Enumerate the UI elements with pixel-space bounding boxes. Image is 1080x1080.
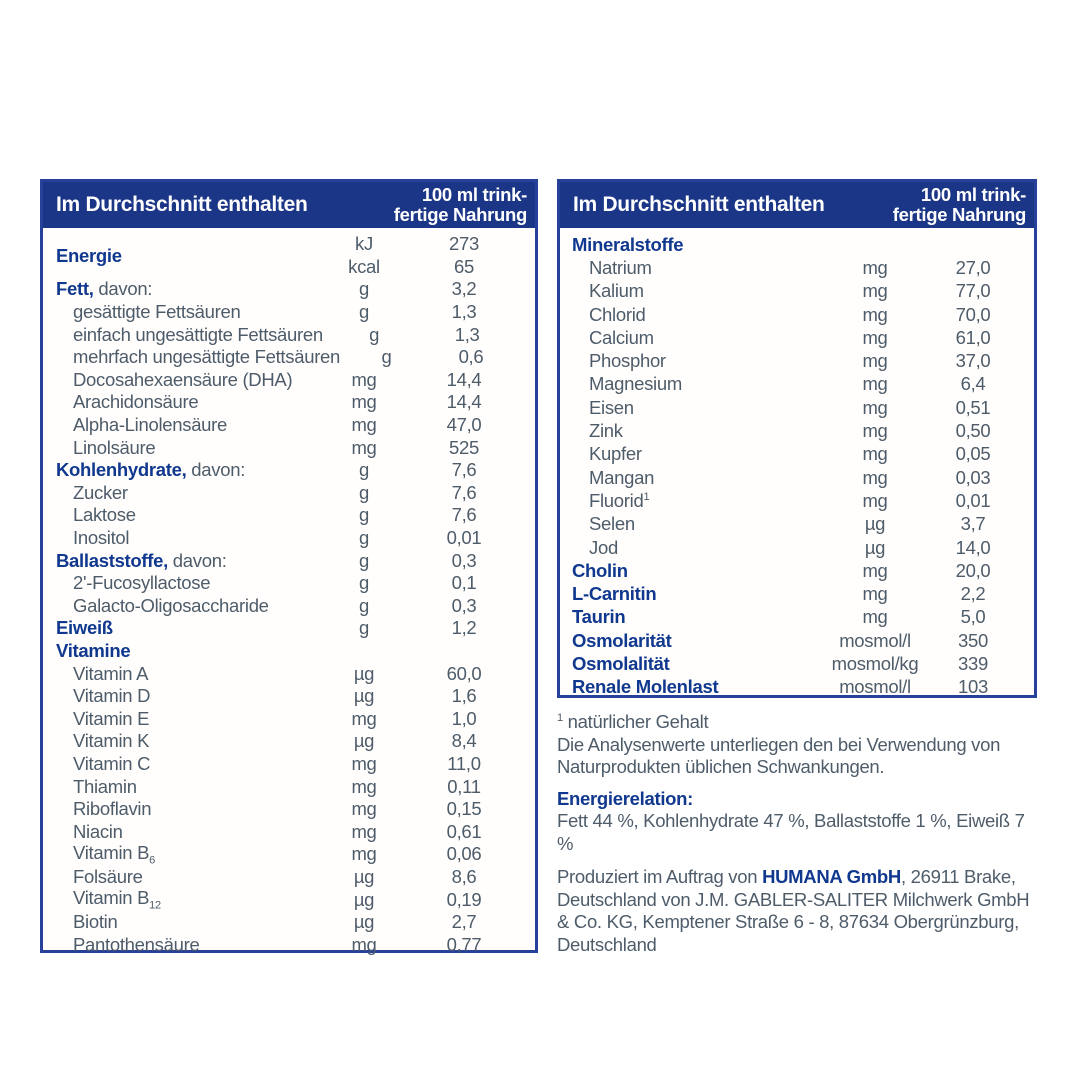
table-header-title: Im Durchschnitt enthalten	[56, 193, 308, 216]
value-cell: 11,0	[447, 752, 481, 774]
nutrient-label: Arachidonsäure	[73, 391, 199, 413]
table-body	[43, 228, 535, 956]
footnotes-block	[557, 707, 1041, 855]
value-cell: 1,6	[451, 685, 477, 707]
value-cell: 7,6	[451, 459, 477, 481]
nutrient-row	[43, 436, 535, 459]
nutrient-label: einfach ungesättigte Fettsäuren	[73, 323, 323, 345]
producer-info	[557, 866, 1041, 956]
nutrient-label: Calcium	[589, 326, 654, 348]
nutrition-table-left	[40, 179, 538, 953]
nutrient-row	[43, 866, 535, 889]
value-cell: 61,0	[955, 326, 991, 348]
producer-brand-name: HUMANA GmbH	[762, 866, 901, 887]
value-cell: 3,2	[451, 278, 477, 300]
nutrient-label: Phosphor	[589, 350, 666, 372]
nutrient-row	[43, 911, 535, 934]
nutrition-table-right	[557, 179, 1037, 698]
value-cell: 0,01	[446, 527, 482, 549]
nutrient-label: Biotin	[73, 911, 118, 933]
value-cell: 0,05	[955, 443, 991, 465]
unit-cell: g	[359, 572, 369, 594]
nutrient-row	[43, 685, 535, 708]
value-cell: 339	[958, 652, 988, 674]
value-cell: 2,2	[960, 583, 986, 605]
unit-cell: mg	[862, 303, 888, 325]
value-cell: 1,2	[451, 617, 477, 639]
nutrient-label: Niacin	[73, 820, 123, 842]
nutrient-label: Riboflavin	[73, 798, 152, 820]
value-cell: 0,15	[446, 798, 482, 820]
nutrient-row	[560, 280, 1034, 303]
nutrient-label: Vitamin A	[73, 662, 149, 684]
nutrient-row	[560, 606, 1034, 629]
unit-cell: mg	[351, 775, 377, 797]
unit-cell: mg	[862, 280, 888, 302]
nutrient-label: Taurin	[572, 606, 626, 628]
value-cell: 103	[958, 676, 988, 698]
nutrient-row	[43, 933, 535, 956]
nutrient-label: Linolsäure	[73, 436, 156, 458]
unit-cell: µg	[353, 685, 375, 707]
value-cell: 1,0	[451, 707, 477, 729]
unit-cell: mg	[351, 798, 377, 820]
unit-cell: mg	[862, 466, 888, 488]
nutrient-row	[43, 662, 535, 685]
nutrient-row	[560, 676, 1034, 699]
nutrient-row	[43, 640, 535, 663]
value-cell: 1,3	[451, 301, 477, 323]
value-cell: 0,61	[446, 820, 482, 842]
nutrient-label: Laktose	[73, 504, 136, 526]
nutrient-row	[560, 443, 1034, 466]
value-cell: 0,77	[446, 933, 482, 955]
unit-cell: mg	[351, 368, 377, 390]
value-cell: 0,3	[451, 594, 477, 616]
unit-cell: mosmol/l	[839, 676, 911, 698]
nutrient-label: Selen	[589, 513, 635, 535]
value-cell: 0,19	[446, 888, 482, 910]
nutrient-row	[43, 753, 535, 776]
unit-cell: mg	[862, 583, 888, 605]
nutrient-row	[43, 369, 535, 392]
value-cell: 3,7	[960, 513, 986, 535]
nutrient-label: Chlorid	[589, 303, 646, 325]
nutrient-row	[43, 391, 535, 414]
nutrient-label: Eisen	[589, 396, 634, 418]
unit-cell: mg	[862, 559, 888, 581]
unit-cell: g	[359, 617, 369, 639]
unit-cell: µg	[353, 865, 375, 887]
nutrient-row	[560, 582, 1034, 605]
value-cell: 0,11	[447, 775, 481, 797]
unit-cell: mg	[351, 820, 377, 842]
value-cell: 14,4	[446, 368, 482, 390]
nutrient-row	[43, 798, 535, 821]
value-cell: 77,0	[955, 280, 991, 302]
unit-cell: mosmol/l	[839, 629, 911, 651]
unit-cell: mg	[351, 752, 377, 774]
value-cell: 8,6	[451, 865, 477, 887]
nutrient-label: Vitamine	[56, 639, 131, 661]
value-cell: 0,03	[955, 466, 991, 488]
nutrient-row	[43, 527, 535, 550]
value-cell: 8,4	[451, 730, 477, 752]
unit-cell: g	[359, 594, 369, 616]
nutrient-label: Vitamin K	[73, 730, 150, 752]
value-cell: 70,0	[955, 303, 991, 325]
nutrient-row	[560, 419, 1034, 442]
unit-cell: mg	[862, 373, 888, 395]
footnote-natural-content: $^1$ natürlicher Gehalt	[557, 711, 709, 733]
nutrient-row	[43, 775, 535, 798]
value-cell: 7,6	[451, 481, 477, 503]
nutrient-row	[43, 301, 535, 324]
unit-cell: µg	[864, 513, 886, 535]
unit-cell: mg	[351, 933, 377, 955]
nutrient-row	[560, 536, 1034, 559]
unit-cell: mg	[351, 391, 377, 413]
unit-cell: kJ kcal	[348, 233, 380, 277]
value-cell: 37,0	[955, 350, 991, 372]
unit-cell: g	[359, 504, 369, 526]
value-cell: 27,0	[955, 256, 991, 278]
nutrient-label: Osmolarität	[572, 629, 672, 651]
unit-cell: µg	[353, 888, 375, 910]
table-header-column-label: 100 ml trink- fertige Nahrung	[892, 184, 1026, 225]
nutrient-row	[560, 349, 1034, 372]
nutrient-label: Thiamin	[73, 775, 137, 797]
table-header	[43, 182, 535, 228]
nutrient-label: Zucker	[73, 481, 128, 503]
nutrient-row	[43, 414, 535, 437]
nutrient-row	[43, 346, 535, 369]
nutrient-label: Mineralstoffe	[572, 233, 684, 255]
nutrient-label: gesättigte Fettsäuren	[73, 301, 241, 323]
value-cell: 0,06	[446, 843, 482, 865]
nutrient-row	[43, 820, 535, 843]
nutrient-row	[560, 489, 1034, 512]
nutrient-label: Jod	[589, 536, 618, 558]
unit-cell: mg	[862, 443, 888, 465]
value-cell: 0,1	[451, 572, 477, 594]
value-cell: 0,6	[458, 346, 484, 368]
energy-relation-values: Fett 44 %, Kohlenhydrate 47 %, Ballaststoffe 1 %, Eiweiß 7 %	[557, 810, 1025, 854]
unit-cell: g	[359, 278, 369, 300]
unit-cell: g	[359, 549, 369, 571]
value-cell: 273 65	[449, 233, 479, 277]
table-header	[560, 182, 1034, 228]
nutrient-row	[43, 595, 535, 618]
nutrient-label: Magnesium	[589, 373, 682, 395]
unit-cell: mg	[862, 420, 888, 442]
value-cell: 5,0	[960, 606, 986, 628]
unit-cell: g	[359, 459, 369, 481]
nutrient-label: Vitamin D	[73, 685, 151, 707]
nutrient-label: Fluorid$^1$	[589, 489, 650, 511]
unit-cell: mg	[862, 350, 888, 372]
nutrient-row	[43, 707, 535, 730]
nutrient-row	[560, 256, 1034, 279]
table-body	[560, 228, 1034, 699]
value-cell: 0,01	[955, 489, 991, 511]
nutrient-label: Galacto-Oligosaccharide	[73, 594, 269, 616]
producer-text: , 26911 Brake, Deutschland von J.M. GABLER-SALITER Milchwerk GmbH & Co. KG, Kemptener Straße 6 - 8, 87634 Obergrünzburg, Deutschland	[557, 866, 1030, 955]
nutrient-row	[43, 730, 535, 753]
value-cell: 2,7	[451, 911, 477, 933]
nutrient-label: Vitamin $B_6$	[73, 841, 155, 867]
unit-cell: g	[359, 481, 369, 503]
nutrient-label: Renale Molenlast	[572, 676, 719, 698]
unit-cell: mg	[351, 843, 377, 865]
value-cell: 6,4	[960, 373, 986, 395]
nutrient-label: L-Carnitin	[572, 583, 657, 605]
nutrient-label: Kalium	[589, 280, 644, 302]
nutrient-label: Zink	[589, 420, 623, 442]
value-cell: 14,4	[446, 391, 482, 413]
unit-cell: µg	[353, 911, 375, 933]
unit-cell: g	[359, 527, 369, 549]
value-cell: 20,0	[955, 559, 991, 581]
nutrient-label: Natrium	[589, 256, 652, 278]
unit-cell: mg	[351, 414, 377, 436]
unit-cell: g	[359, 301, 369, 323]
table-header-title: Im Durchschnitt enthalten	[573, 193, 825, 216]
table-header-column-label: 100 ml trink- fertige Nahrung	[393, 184, 527, 225]
unit-cell: mg	[351, 707, 377, 729]
unit-cell: mg	[862, 606, 888, 628]
nutrient-label: Kupfer	[589, 443, 642, 465]
value-cell: 1,3	[454, 323, 480, 345]
analysis-disclaimer: Die Analysenwerte unterliegen den bei Verwendung von Naturprodukten üblichen Schwankungen.	[557, 733, 1001, 778]
nutrient-row	[560, 396, 1034, 419]
nutrient-row	[560, 652, 1034, 675]
nutrient-row	[43, 459, 535, 482]
nutrient-row	[43, 323, 535, 346]
nutrient-row	[43, 549, 535, 572]
value-cell: 525	[449, 436, 479, 458]
nutrient-row	[560, 513, 1034, 536]
nutrient-label: Vitamin E	[73, 707, 150, 729]
nutrient-label: Osmolalität	[572, 652, 670, 674]
unit-cell: µg	[353, 662, 375, 684]
nutrient-label: mehrfach ungesättigte Fettsäuren	[73, 346, 341, 368]
nutrient-label: Mangan	[589, 466, 655, 488]
value-cell: 47,0	[446, 414, 482, 436]
nutrient-label: Docosahexaensäure (DHA)	[73, 368, 293, 390]
producer-text: Produziert im Auftrag von	[557, 866, 763, 887]
nutrient-row	[560, 303, 1034, 326]
unit-cell: mg	[862, 326, 888, 348]
nutrient-row	[43, 888, 535, 911]
nutrient-label: Energie	[56, 244, 122, 266]
nutrient-label: Alpha-Linolensäure	[73, 414, 228, 436]
nutrient-label: Kohlenhydrate, davon:	[56, 459, 246, 481]
value-cell: 350	[958, 629, 988, 651]
value-cell: 0,51	[955, 396, 991, 418]
unit-cell: mg	[862, 396, 888, 418]
value-cell: 60,0	[446, 662, 482, 684]
unit-cell: g	[381, 346, 392, 368]
nutrient-row	[43, 504, 535, 527]
nutrient-label: Pantothensäure	[73, 933, 200, 955]
unit-cell: mg	[862, 256, 888, 278]
nutrient-row	[560, 233, 1034, 256]
nutrient-row	[560, 373, 1034, 396]
value-cell: 14,0	[955, 536, 991, 558]
energy-relation-heading: Energierelation:	[557, 787, 694, 809]
nutrient-row	[43, 278, 535, 301]
unit-cell: mg	[862, 489, 888, 511]
nutrient-row	[560, 559, 1034, 582]
nutrient-row	[560, 326, 1034, 349]
unit-cell: mosmol/kg	[831, 652, 919, 674]
nutrient-label: Vitamin $B_{12}$	[73, 887, 161, 912]
unit-cell: mg	[351, 436, 377, 458]
nutrient-row	[43, 572, 535, 595]
nutrient-label: Folsäure	[73, 865, 143, 887]
nutrient-label: Fett, davon:	[56, 278, 153, 300]
nutrient-label: Inositol	[73, 527, 130, 549]
nutrient-label: Eiweiß	[56, 617, 113, 639]
nutrient-label: Vitamin C	[73, 752, 151, 774]
nutrient-row	[43, 617, 535, 640]
value-cell: 0,50	[955, 420, 991, 442]
value-cell: 7,6	[451, 504, 477, 526]
unit-cell: µg	[353, 730, 375, 752]
unit-cell: µg	[864, 536, 886, 558]
nutrient-row	[560, 629, 1034, 652]
value-cell: 0,3	[451, 549, 477, 571]
nutrient-label: Ballaststoffe, davon:	[56, 549, 227, 571]
nutrient-label: 2'-Fucosyllactose	[73, 572, 211, 594]
nutrient-row	[560, 466, 1034, 489]
nutrient-row	[43, 233, 535, 278]
unit-cell: g	[369, 323, 380, 345]
nutrient-label: Cholin	[572, 559, 628, 581]
nutrient-row	[43, 843, 535, 866]
nutrient-row	[43, 482, 535, 505]
